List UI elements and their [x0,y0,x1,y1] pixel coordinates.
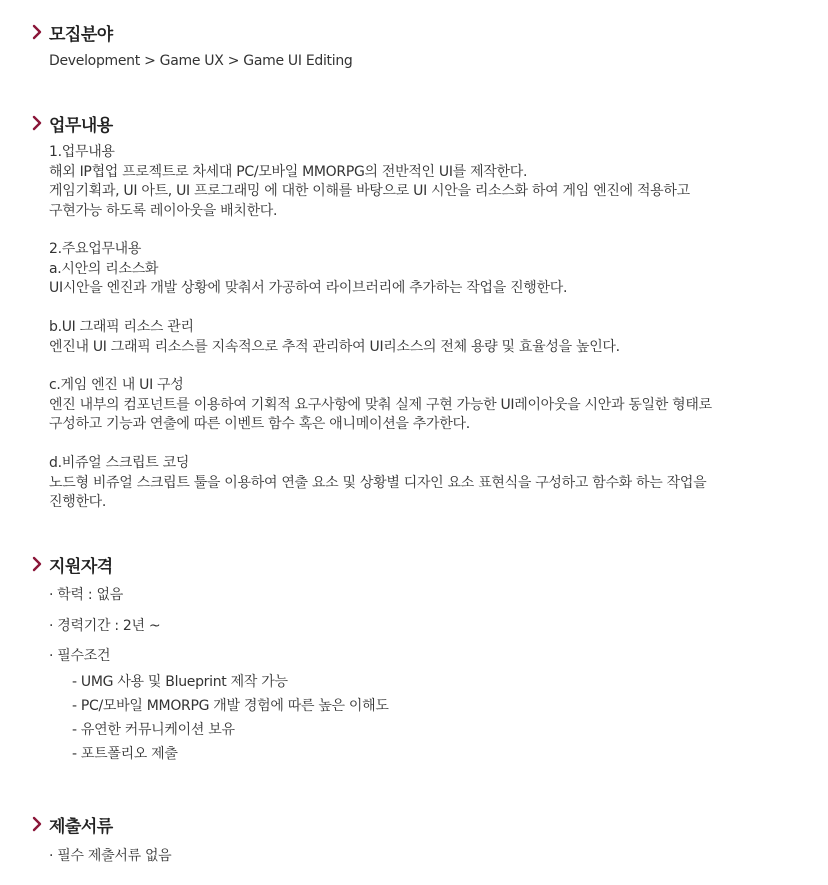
duty-line: a.시안의 리소스화 [49,261,159,277]
document-item: · 필수 제출서류 없음 [49,848,172,864]
requirement-item: - 포트폴리오 제출 [72,746,178,762]
requirement-item: - UMG 사용 및 Blueprint 제작 가능 [72,674,288,690]
duty-line: UI시안을 엔진과 개발 상황에 맞춰서 가공하여 라이브러리에 추가하는 작업을 진행한다. [49,280,568,296]
duty-line: 구성하고 기능과 연출에 따른 이벤트 함수 혹은 애니메이션을 추가한다. [49,416,470,432]
chevron-right-icon [32,816,42,832]
duty-line: 엔진내 UI 그래픽 리소스를 지속적으로 추적 관리하여 UI리소스의 전체 용량 및 효율성을 높인다. [49,339,620,355]
section-header-documents [32,812,113,836]
section-header-field [32,20,113,44]
chevron-right-icon [32,115,42,131]
duty-line: 노드형 비쥬얼 스크립트 툴을 이용하여 연출 요소 및 상황별 디자인 요소 표현식을 구성하고 함수화 하는 작업을 [49,475,707,491]
section-title: 지원자격 [49,556,113,577]
duty-line: 1.업무내용 [49,144,115,160]
duty-line: 2.주요업무내용 [49,241,142,257]
duty-line: 게임기획과, UI 아트, UI 프로그래밍 에 대한 이해를 바탕으로 UI 시안을 리소스화 하여 게임 엔진에 적용하고 [49,183,690,199]
section-title: 모집분야 [49,24,113,45]
duty-line: b.UI 그래픽 리소스 관리 [49,319,194,335]
section-header-duties [32,111,113,135]
chevron-right-icon [32,24,42,40]
duty-line: d.비쥬얼 스크립트 코딩 [49,455,190,471]
qualification-item: · 학력 : 없음 [49,587,123,603]
field-path: Development > Game UX > Game UI Editing [49,53,353,69]
duty-line: 구현가능 하도록 레이아웃을 배치한다. [49,203,278,219]
requirement-item: - PC/모바일 MMORPG 개발 경험에 따른 높은 이해도 [72,698,389,714]
duty-line: 해외 IP협업 프로젝트로 차세대 PC/모바일 MMORPG의 전반적인 UI를 제작한다. [49,164,528,180]
section-title: 제출서류 [49,816,113,837]
qualification-item: · 필수조건 [49,648,111,664]
section-title: 업무내용 [49,115,113,136]
duty-line: 진행한다. [49,494,107,510]
chevron-right-icon [32,556,42,572]
requirement-item: - 유연한 커뮤니케이션 보유 [72,722,235,738]
duty-line: c.게임 엔진 내 UI 구성 [49,377,184,393]
section-header-qualifications [32,552,113,576]
duty-line: 엔진 내부의 컴포넌트를 이용하여 기획적 요구사항에 맞춰 실제 구현 가능한 UI레이아웃을 시안과 동일한 형태로 [49,397,712,413]
qualification-item: · 경력기간 : 2년 ~ [49,618,161,634]
